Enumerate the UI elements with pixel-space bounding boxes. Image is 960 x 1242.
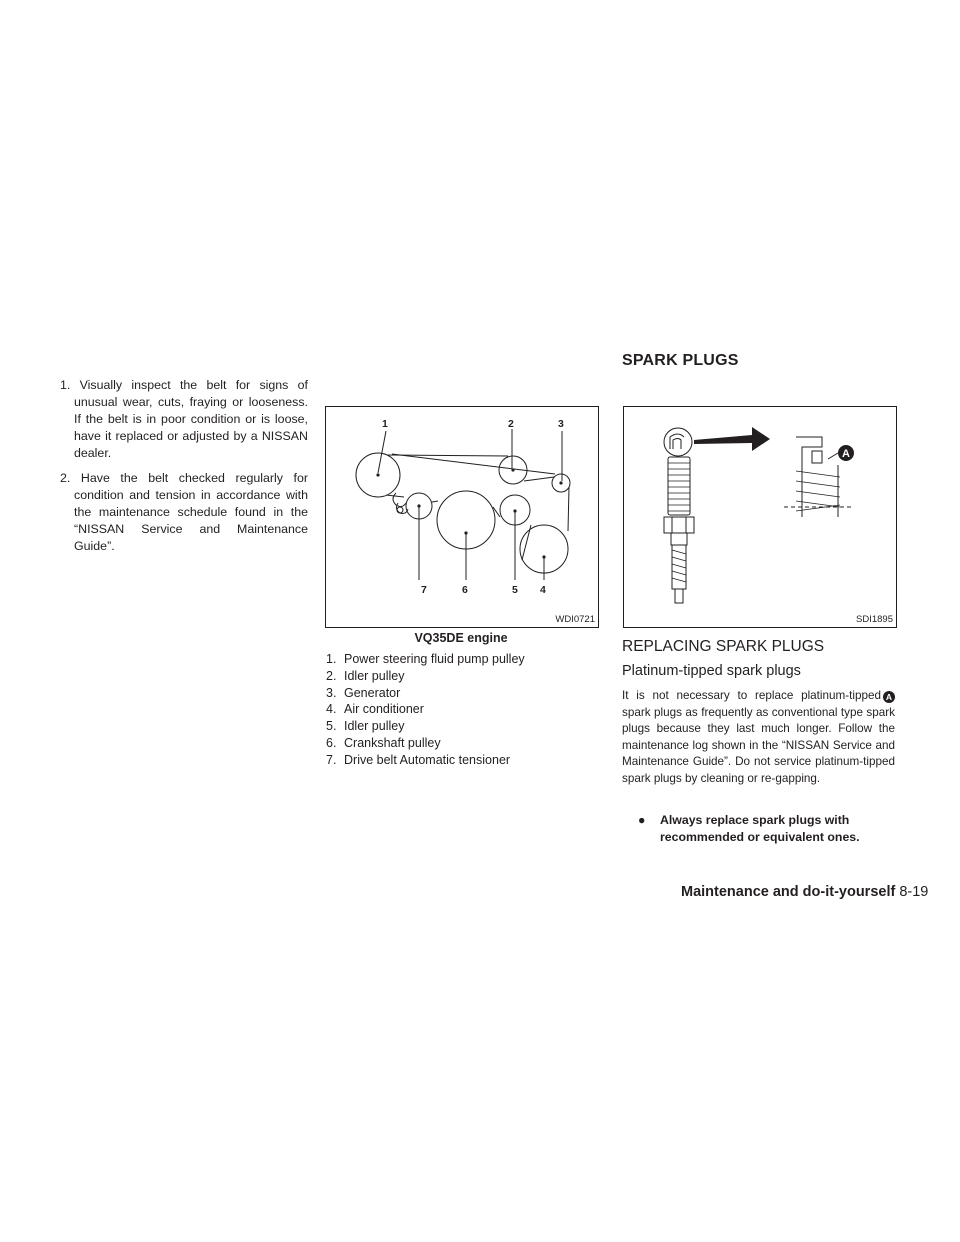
legend-text: Generator <box>344 685 401 700</box>
page-footer <box>681 884 928 900</box>
callout-6: 6 <box>462 584 468 596</box>
legend-text: Drive belt Automatic tensioner <box>344 752 511 767</box>
body-paragraph <box>622 688 895 788</box>
belt-inspection-list <box>50 377 308 563</box>
list-item-number: 1. <box>60 378 71 392</box>
list-item-text: Visually inspect the belt for signs of unusual wear, cuts, fraying or looseness. If the belt is in poor condition or is loose, have it replaced or adjusted by a NISSAN dealer. <box>74 378 308 460</box>
legend-item <box>326 735 598 752</box>
list-item-text: Have the belt checked regularly for condition and tension in accordance with the maintenance schedule found in the “NISSAN Service and Maintenance Guide”. <box>74 471 309 553</box>
drive-belt <box>386 455 569 560</box>
subhead-platinum: Platinum-tipped spark plugs <box>622 663 801 679</box>
legend-item <box>326 685 598 702</box>
callout-4: 4 <box>540 584 546 596</box>
legend-text: Power steering fluid pump pulley <box>344 652 525 666</box>
legend-text: Idler pulley <box>344 719 405 734</box>
callout-a: A <box>842 448 850 460</box>
legend-item <box>326 701 598 718</box>
callout-1: 1 <box>382 418 388 430</box>
subhead-replacing: REPLACING SPARK PLUGS <box>622 638 825 655</box>
page-number: 8-19 <box>899 884 929 900</box>
spark-plug-diagram <box>624 407 896 627</box>
bullet-note <box>638 812 895 846</box>
callout-a-marker: A <box>883 691 895 703</box>
legend-item <box>326 668 598 685</box>
legend-number: 1. <box>326 652 337 666</box>
plug-tip-magnifier <box>664 428 692 456</box>
figure-code: SDI1895 <box>856 614 893 625</box>
legend-number: 6. <box>326 735 337 750</box>
drive-belt-diagram <box>326 407 598 627</box>
callout-2: 2 <box>508 418 514 430</box>
legend-item <box>326 718 598 735</box>
legend-item <box>326 651 598 668</box>
callout-7: 7 <box>421 584 427 596</box>
legend-number: 7. <box>326 752 337 767</box>
figure-caption: VQ35DE engine <box>414 631 508 645</box>
body-text-after: spark plugs as frequently as conventional type spark plugs because they last much longer. Follow the maintenance log shown in the “NISSAN Service and Maintenance Guide”. Do not service platinum-tipped spark plugs by cleaning or re-gapping. <box>622 705 895 785</box>
callout-5: 5 <box>512 584 518 596</box>
legend-item <box>326 752 598 769</box>
figure-code: WDI0721 <box>555 614 595 625</box>
legend-text: Air conditioner <box>344 702 424 717</box>
drive-belt-figure <box>325 406 599 628</box>
plug-hex <box>664 517 694 533</box>
legend-number: 3. <box>326 685 337 700</box>
footer-title: Maintenance and do-it-yourself <box>681 884 896 900</box>
spark-plug-figure <box>623 406 897 628</box>
bullet-icon: ● <box>638 813 646 827</box>
body-text-before: It is not necessary to replace platinum-tipped <box>622 689 881 702</box>
callout-3: 3 <box>558 418 564 430</box>
arrow-icon <box>694 427 770 451</box>
list-item <box>50 470 308 555</box>
list-item-number: 2. <box>60 471 71 485</box>
list-item <box>50 377 308 462</box>
section-heading: SPARK PLUGS <box>622 352 739 369</box>
legend-number: 2. <box>326 668 337 683</box>
pulley-legend <box>326 651 598 769</box>
bullet-text: Always replace spark plugs with recommended or equivalent ones. <box>660 813 860 844</box>
legend-text: Idler pulley <box>344 668 405 683</box>
legend-number: 5. <box>326 719 337 734</box>
legend-text: Crankshaft pulley <box>344 735 441 750</box>
plug-tip-enlarged <box>796 437 838 517</box>
plug-insulator <box>668 457 690 515</box>
legend-number: 4. <box>326 702 337 717</box>
